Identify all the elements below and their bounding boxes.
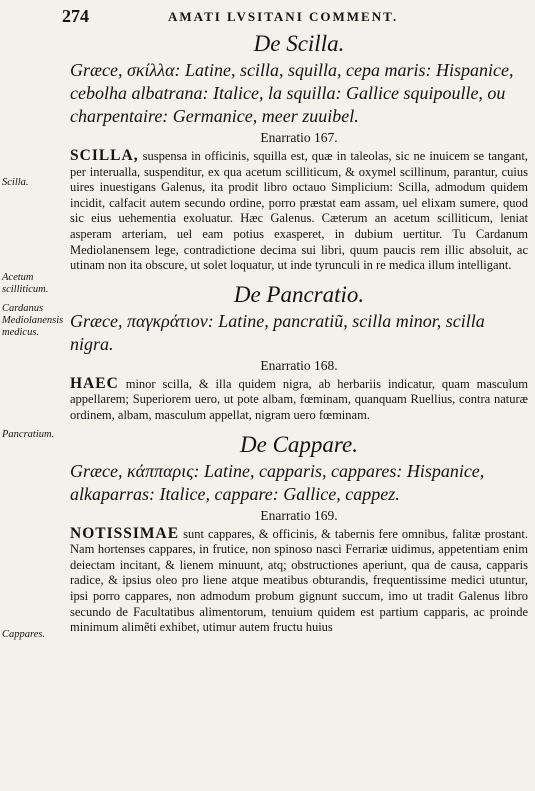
marginalia [0, 0, 68, 791]
enarratio-label: Enarratio 168. [260, 357, 338, 373]
section-title: De Pancratio. [233, 281, 365, 307]
body-text: suspensa in officinis, squilla est, quæ in taleolas, sic ne inuicem se tangant, per interualla, suspenditur, ex qua acetum scilliticum, & oxymel scillinum, parantur, cuius uires inuestigans Galenus, ita prodit libro octauo Simplicium: Scilla, admodum quidem incidit, calfacit autem secundo ordine, porro præstat eam assam, uel elixam sumere, quod sic eius uehementia exoluatur. Hæc Galenus. Cæterum an acetum scilliticum, leniat asperam arteriam, uel eam potius exasperet, in dubium uertitur. Tu Cardanum Mediolanensem lege, contradictione decima sui libri, quum paucis rem illic absoluit, ac utinam non ita obscure, ut solet loquatur, ut inde tyrunculi in re medica illum intelligant. [70, 149, 528, 273]
section-title: De Cappare. [240, 431, 358, 457]
section-names: Græce, κάππαρις: Latine, capparis, cappares: Hispanice, alkaparras: Italice, cappare: Gallice, cappez. [70, 460, 485, 504]
main-text [70, 27, 528, 636]
lead-word: HAEC [70, 374, 119, 392]
page-number: 274 [62, 6, 89, 26]
section-body [70, 526, 528, 636]
marginal-note-scilla: Scilla. [2, 177, 29, 188]
section-pancratium [70, 281, 528, 424]
marginal-note-cardanus: Cardanus Mediolanensis medicus. [2, 303, 64, 338]
body-text: sunt cappares, & officinis, & tabernis fere omnibus, falitæ prostant. Nam hortenses cappares, in frutice, non spinoso nasci Ferrariæ uidimus, appetentiam enim deiectam incitant, & lienem minuunt, atq; obstructiones aperiunt, qua de causa, capparis radice, & ipsius oleo pro liene atque meatibus obturandis, frequentissime medici utuntur, ipsi porro cappares, non admodum probum gignunt succum, imo ut tradit Galenus libro secundo de Facultatibus alimentorum, tenuium quidem est partium capparis, ac proinde minimum alimẽti exhibet, utimur autem fructu huius [70, 526, 528, 635]
section-cappare [70, 431, 528, 636]
marginal-note-acetum: Acetum scilliticum. [2, 272, 49, 295]
page-header [0, 4, 535, 26]
section-body [70, 148, 528, 274]
lead-word: NOTISSIMAE [70, 524, 180, 542]
section-scilla [70, 30, 528, 274]
section-names: Græce, σκίλλα: Latine, scilla, squilla, cepa maris: Hispanice, cebolha albatrana: Italice, la squilla: Gallice squipoulle, ou charpentaire: Germanice, meer zuuibel. [70, 60, 514, 126]
running-head: AMATI LVSITANI COMMENT. [168, 9, 399, 24]
section-body [70, 376, 528, 424]
section-title: De Scilla. [253, 31, 345, 56]
marginal-note-cappares: Cappares. [2, 629, 46, 640]
enarratio-label: Enarratio 169. [260, 507, 338, 523]
section-names: Græce, παγκράτιον: Latine, pancratiũ, scilla minor, scilla nigra. [70, 310, 485, 354]
body-text: minor scilla, & illa quidem nigra, ab herbariis indicatur, quam masculum appellarem; Superiorem uero, ut pote albam, fœminam, quanquam Ruellius, contra naturæ ordinem, albam, masculum appellat, nigram uero fœminam. [70, 376, 528, 422]
lead-word: SCILLA, [70, 147, 139, 164]
marginal-note-pancratium: Pancratium. [2, 429, 55, 440]
enarratio-label: Enarratio 167. [260, 130, 338, 145]
